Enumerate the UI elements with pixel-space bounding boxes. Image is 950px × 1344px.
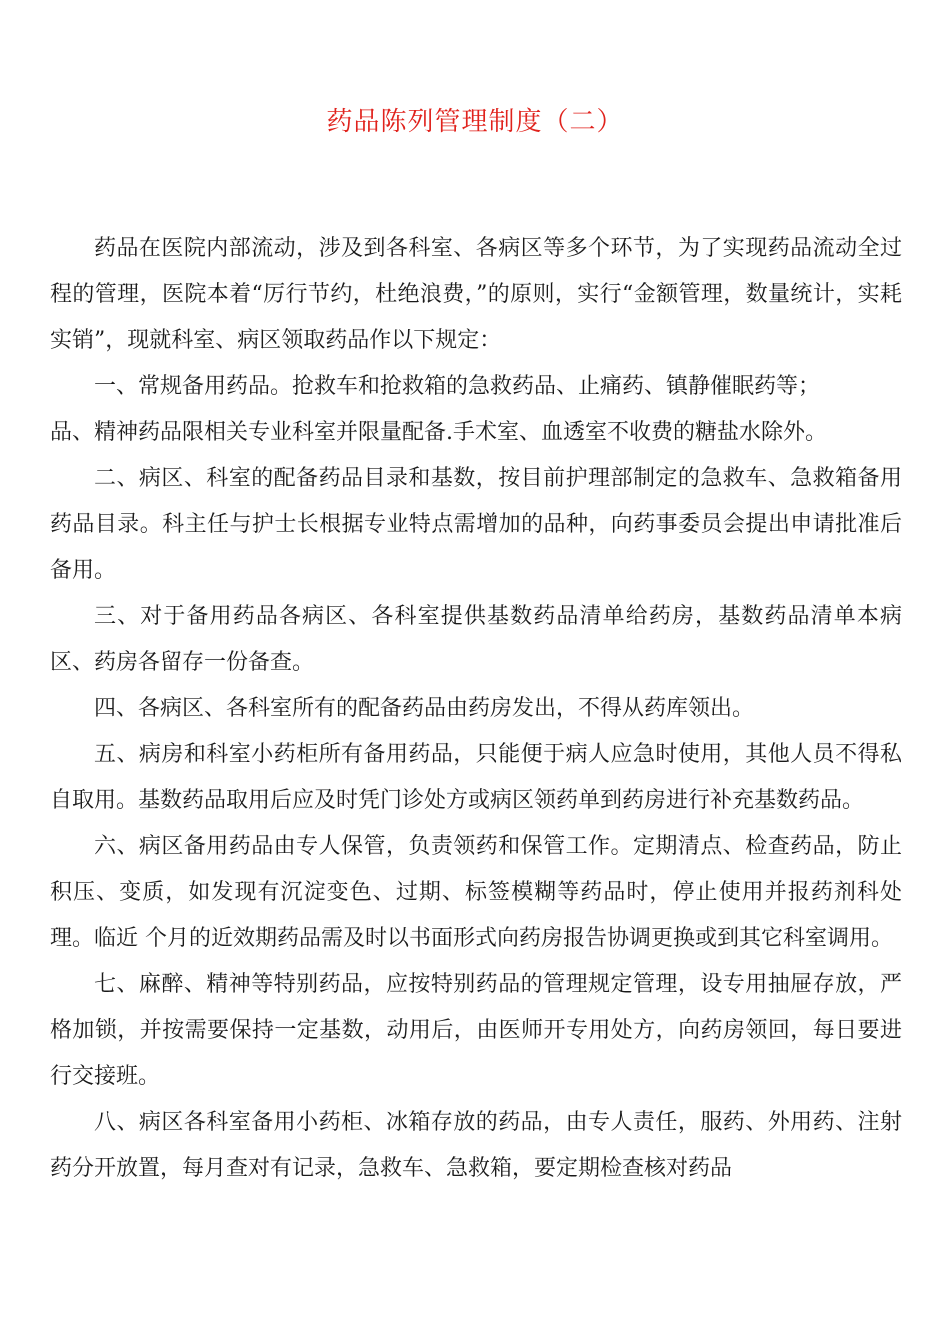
paragraph-3: 三、对于备用药品各病区、各科室提供基数药品清单给药房，基数药品清单本病区、药房各留存一份备查。 xyxy=(50,604,902,675)
paragraph-4: 四、各病区、各科室所有的配备药品由药房发出，不得从药库领出。 xyxy=(94,696,755,721)
paragraph-7: 七、麻醉、精神等特别药品，应按特别药品的管理规定管理，设专用抽屉存放，严格加锁，并按需要保持一定基数，动用后，由医师开专用处方，向药房领回，每日要进行交接班。 xyxy=(50,972,902,1089)
document-title: 药品陈列管理制度（二） xyxy=(326,107,624,137)
paragraph-6: 六、病区备用药品由专人保管，负责领药和保管工作。定期清点、检查药品，防止积压、变质，如发现有沉淀变色、过期、标签模糊等药品时，停止使用并报药剂科处理。临近 个月的近效期药品需及时以书面形式向药房报告协调更换或到其它科室调用。 xyxy=(50,834,902,951)
paragraph-5: 五、病房和科室小药柜所有备用药品，只能便于病人应急时使用，其他人员不得私自取用。基数药品取用后应及时凭门诊处方或病区领药单到药房进行补充基数药品。 xyxy=(50,742,902,813)
paragraph-1: 一、常规备用药品。抢救车和抢救箱的急救药品、止痛药、镇静催眠药等； xyxy=(94,374,821,399)
paragraph-1-continued: 品、精神药品限相关专业科室并限量配备.手术室、血透室不收费的糖盐水除外。 xyxy=(50,420,827,445)
paragraph-8: 八、病区各科室备用小药柜、冰箱存放的药品，由专人责任，服药、外用药、注射药分开放置，每月查对有记录，急救车、急救箱，要定期检查核对药品 xyxy=(50,1110,902,1181)
document-body xyxy=(50,226,902,1192)
paragraph-intro: 药品在医院内部流动，涉及到各科室、各病区等多个环节，为了实现药品流动全过程的管理，医院本着“厉行节约，杜绝浪费，”的原则，实行“金额管理，数量统计，实耗实销”，现就科室、病区领取药品作以下规定： xyxy=(50,236,902,353)
paragraph-2: 二、病区、科室的配备药品目录和基数，按目前护理部制定的急救车、急救箱备用药品目录。科主任与护士长根据专业特点需增加的品种，向药事委员会提出申请批准后备用。 xyxy=(50,466,902,583)
